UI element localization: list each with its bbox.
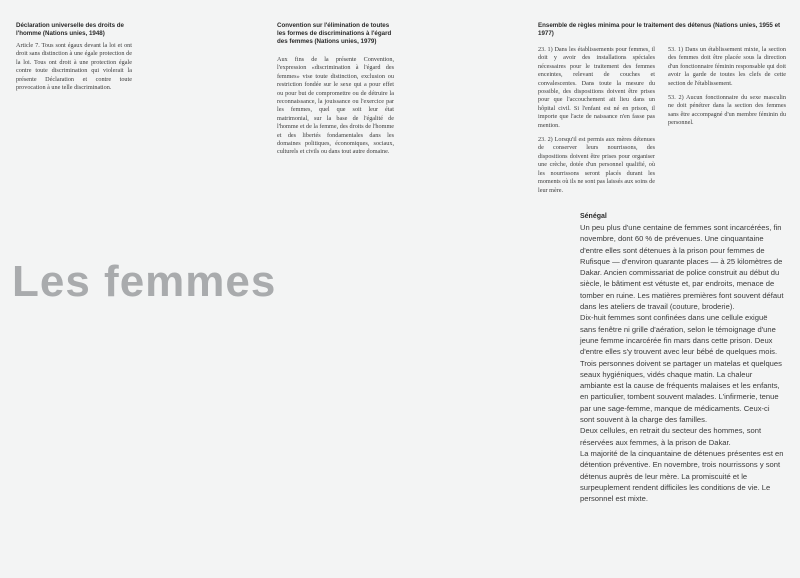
rule-53-2: 53. 2) Aucun fonctionnaire du sexe masculin ne doit pénétrer dans la section des femmes sans être accompagné d'un membre féminin du personnel. — [668, 94, 786, 127]
cedaw-text: Aux fins de la présente Convention, l'expression «discrimination à l'égard des femmes» vise toute distinction, exclusion ou restriction fondée sur le sexe qui a pour effet ou pour but de compromettre ou de détruire la reconnaissance, la jouissance ou l'exercice par les femmes, quel que soit leur état matrimonial, sur la base de l'égalité de l'homme et de la femme, des droits de l'homme et des libertés fondamentales dans les domaines politiques, économiques, sociaux, culturels et civils ou dans tout autre domaine. — [277, 56, 394, 156]
minimum-rules-heading: Ensemble de règles minima pour le traitement des détenus (Nations unies, 1955 et 1977) — [538, 22, 781, 37]
rules-right-subcolumn — [668, 46, 786, 134]
senegal-paragraph-4: La majorité de la cinquantaine de détenues présentes est en détention préventive. En novembre, trois nourrissons y sont détenus auprès de leur mère. La promiscuité et le surpeuplement rendent difficiles les conditions de vie. Le personnel est mixte. — [580, 448, 784, 504]
rule-53-1: 53. 1) Dans un établissement mixte, la section des femmes doit être placée sous la direction d'un fonctionnaire féminin responsable qui doit avoir la garde de toutes les clefs de cette section de l'établissement. — [668, 46, 786, 87]
cedaw-column — [277, 22, 394, 163]
minimum-rules-column — [538, 22, 788, 194]
senegal-paragraph-2: Dix-huit femmes sont confinées dans une cellule exiguë sans fenêtre ni grille d'aération, selon le témoignage d'une jeune femme incarcérée fin mars dans cette prison. Deux d'entre elles s'y trouvent avec leur bébé de quelques mois. Trois personnes doivent se partager un matelas et quelques seaux hygiéniques, vidés chaque matin. La chaleur ambiante est la cause de fréquents malaises et les enfants, en particulier, tombent souvent malades. L'infirmerie, tenue par une sage-femme, manque de médicaments. Ceux-ci sont souvent à la charge des familles. — [580, 313, 782, 425]
udhr-article-text: Article 7. Tous sont égaux devant la loi et ont droit sans distinction à une égale protection de la loi. Tous ont droit à une protection égale contre toute discrimination qui violerait la présente Déclaration et contre toute provocation à une telle discrimination. — [16, 42, 132, 92]
page-title: Les femmes — [12, 257, 277, 306]
cedaw-heading: Convention sur l'élimination de toutes les formes de discriminations à l'égard des femmes (Nations unies, 1979) — [277, 22, 392, 45]
rule-23-1: 23. 1) Dans les établissements pour femmes, il doit y avoir des installations spéciales nécessaires pour le traitement des femmes enceintes, relevant de couches et convalescentes. Dans toute la mesure du possible, des dispositions doivent être prises pour que l'accouchement ait lieu dans un hôpital civil. Si l'enfant est né en prison, il importe que l'acte de naissance n'en fasse pas mention. — [538, 46, 655, 129]
udhr-heading: Déclaration universelle des droits de l'homme (Nations unies, 1948) — [16, 22, 124, 37]
udhr-column — [16, 22, 132, 98]
senegal-paragraph-3: Deux cellules, en retrait du secteur des hommes, sont réservées aux femmes, à la prison de Dakar. — [580, 426, 762, 447]
rule-23-2: 23. 2) Lorsqu'il est permis aux mères détenues de conserver leurs nourrissons, des dispositions doivent être prises pour organiser une crèche, dotée d'un personnel qualifié, où les nourrissons seront placés durant les moments où ils ne sont pas laissés aux soins de leur mère. — [538, 136, 655, 194]
senegal-paragraph-1: Un peu plus d'une centaine de femmes sont incarcérées, fin novembre, dont 60 % de prévenues. Une cinquantaine d'entre elles sont détenues à la prison pour femmes de Rufisque — d'environ quarante places — à 25 kilomètres de Dakar. Ancien commissariat de police construit au début du siècle, le bâtiment est vétuste et, par endroits, menace de tomber en ruine. Les matières premières font souvent défaut dans les ateliers de travail (couture, broderie). — [580, 223, 784, 312]
senegal-heading: Sénégal — [580, 213, 607, 220]
senegal-section — [580, 213, 785, 504]
rules-left-subcolumn — [538, 46, 655, 201]
